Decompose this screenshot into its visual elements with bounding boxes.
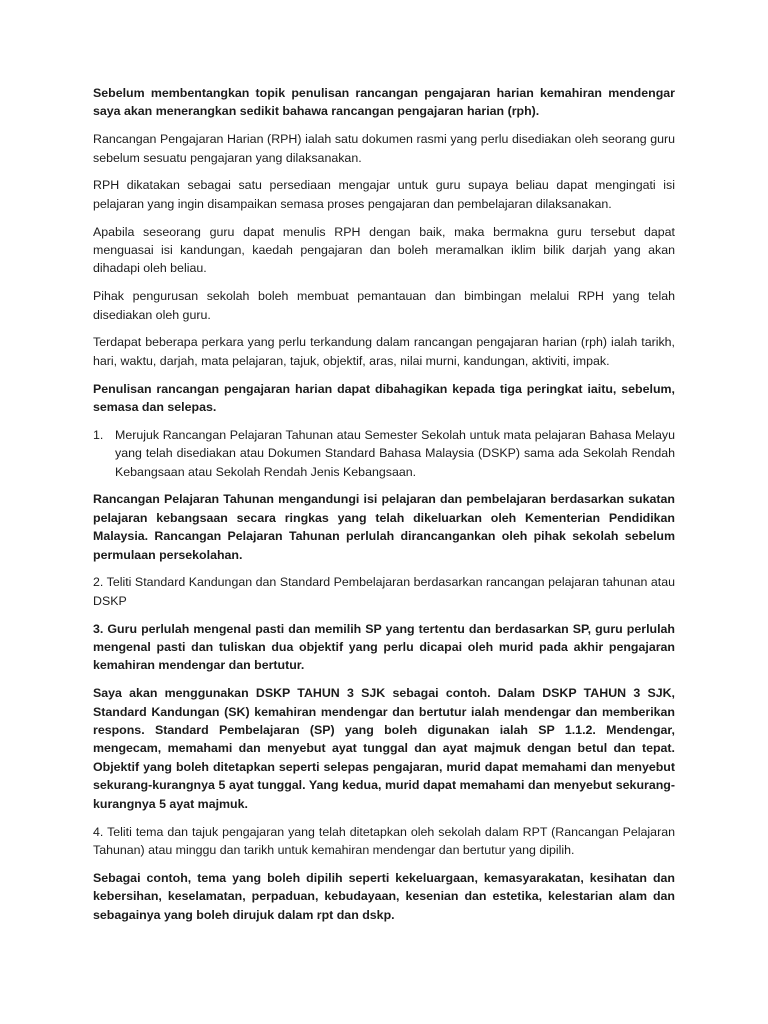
paragraph-rpt-description: Rancangan Pelajaran Tahunan mengandungi isi pelajaran dan pembelajaran berdasarkan sukatan pelajaran kebangsaan secara ringkas yang telah dikeluarkan oleh Kementerian Pendidikan Malaysia. Rancangan Pelajaran Tahunan perlulah dirancangankan oleh pihak sekolah sebelum permulaan persekolahan. — [93, 492, 675, 562]
list-item — [93, 426, 675, 481]
paragraph-intro: Sebelum membentangkan topik penulisan rancangan pengajaran harian kemahiran mendengar saya akan menerangkan sedikit bahawa rancangan pengajaran harian (rph). — [93, 86, 675, 119]
paragraph-three-stages: Penulisan rancangan pengajaran harian dapat dibahagikan kepada tiga peringkat iaitu, sebelum, semasa dan selepas. — [93, 381, 675, 415]
paragraph-rph-preparation: RPH dikatakan sebagai satu persediaan mengajar untuk guru supaya beliau dapat mengingati isi pelajaran yang ingin disampaikan semasa proses pengajaran dan pembelajaran dilaksanakan. — [93, 178, 675, 211]
list-number: 1. — [93, 427, 104, 442]
paragraph-school-monitoring: Pihak pengurusan sekolah boleh membuat pemantauan dan bimbingan melalui RPH yang telah disediakan oleh guru. — [93, 289, 675, 322]
document-body — [93, 84, 675, 933]
paragraph-rph-contents: Terdapat beberapa perkara yang perlu terkandung dalam rancangan pengajaran harian (rph) ialah tarikh, hari, waktu, darjah, mata pelajaran, tajuk, objektif, aras, nilai murni, kandungan, aktiviti, impak. — [93, 335, 675, 368]
paragraph-step-4: 4. Teliti tema dan tajuk pengajaran yang telah ditetapkan oleh sekolah dalam RPT (Rancangan Pelajaran Tahunan) atau minggu dan tarikh untuk kemahiran mendengar dan bertutur yang dipilih. — [93, 824, 675, 857]
paragraph-step-3: 3. Guru perlulah mengenal pasti dan memilih SP yang tertentu dan berdasarkan SP, guru perlulah mengenal pasti dan tuliskan dua objektif yang perlu dicapai oleh murid pada akhir pengajaran kemahiran mendengar dan bertutur. — [93, 621, 675, 673]
paragraph-rph-definition: Rancangan Pengajaran Harian (RPH) ialah satu dokumen rasmi yang perlu disediakan oleh seorang guru sebelum sesuatu pengajaran yang dilaksanakan. — [93, 132, 675, 165]
list-text: Merujuk Rancangan Pelajaran Tahunan atau Semester Sekolah untuk mata pelajaran Bahasa Melayu yang telah disediakan atau Dokumen Standard Bahasa Malaysia (DSKP) sama ada Sekolah Rendah Kebangsaan atau Sekolah Rendah Jenis Kebangsaan. — [115, 427, 675, 479]
paragraph-step-2: 2. Teliti Standard Kandungan dan Standard Pembelajaran berdasarkan rancangan pelajaran tahunan atau DSKP — [93, 575, 675, 608]
paragraph-dskp-example: Saya akan menggunakan DSKP TAHUN 3 SJK sebagai contoh. Dalam DSKP TAHUN 3 SJK, Standard Kandungan (SK) kemahiran mendengar dan bertutur ialah mendengar dan memberikan respons. Standard Pembelajaran (SP) yang boleh digunakan ialah SP 1.1.2. Mendengar, mengecam, memahami dan menyebut ayat tunggal dan ayat majmuk dengan betul dan tepat. Objektif yang boleh ditetapkan seperti selepas pengajaran, murid dapat memahami dan menyebut sekurang-kurangnya 5 ayat tunggal. Yang kedua, murid dapat memahami dan menyebut sekurang-kurangnya 5 ayat majmuk. — [93, 686, 675, 811]
paragraph-rph-benefit: Apabila seseorang guru dapat menulis RPH dengan baik, maka bermakna guru tersebut dapat menguasai isi kandungan, kaedah pengajaran dan boleh meramalkan iklim bilik darjah yang akan dihadapi oleh beliau. — [93, 224, 675, 276]
paragraph-theme-example: Sebagai contoh, tema yang boleh dipilih seperti kekeluargaan, kemasyarakatan, kesihatan dan kebersihan, keselamatan, perpaduan, kebudayaan, kesenian dan estetika, kelestarian alam dan sebagainya yang boleh dirujuk dalam rpt dan dskp. — [93, 870, 675, 922]
